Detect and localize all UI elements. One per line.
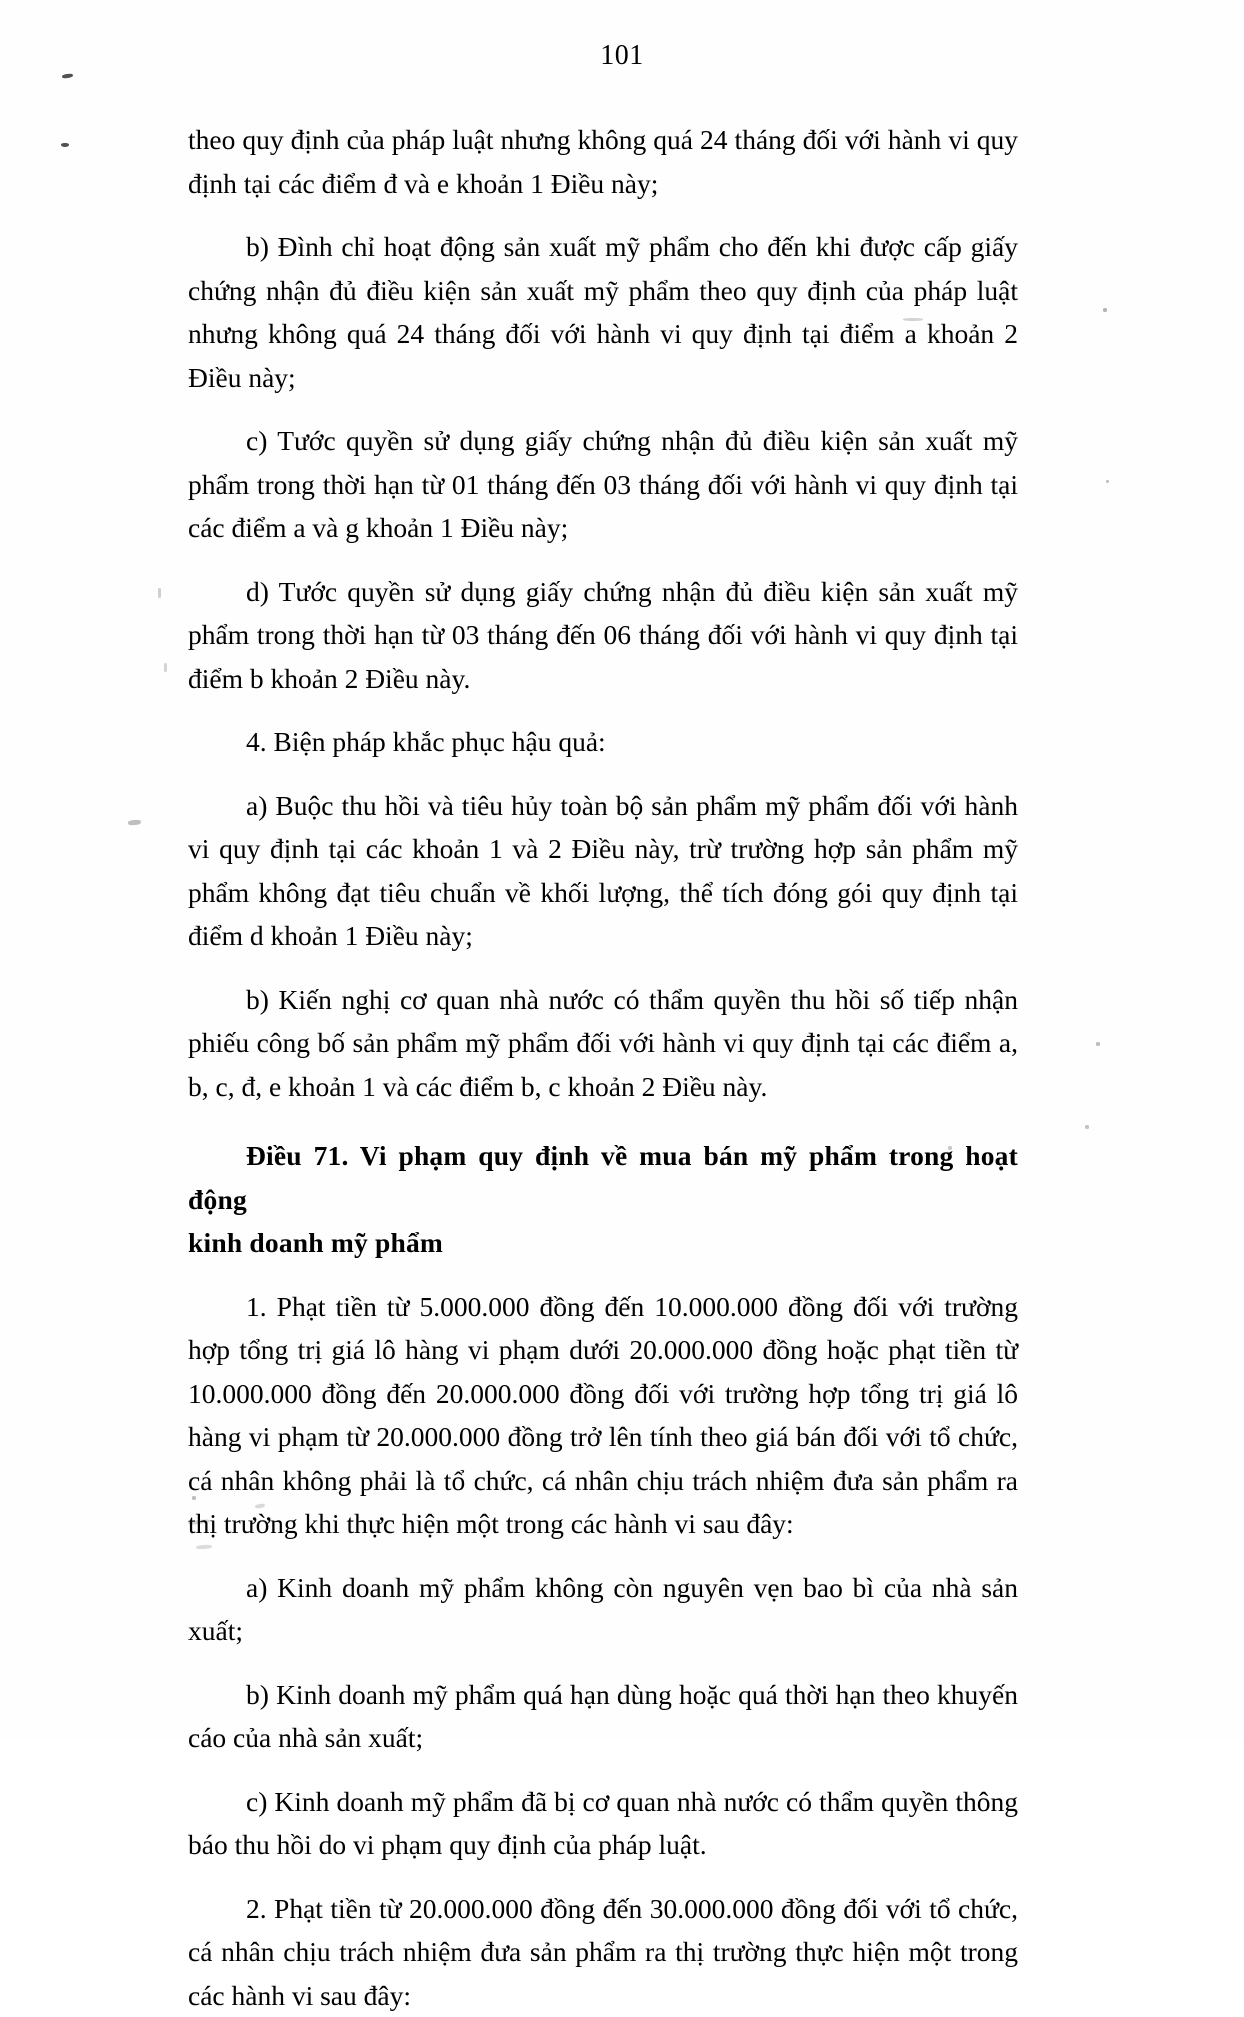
article-heading-line-1: Điều 71. Vi phạm quy định về mua bán mỹ phẩm trong hoạt động (188, 1134, 1018, 1221)
scan-artifact-mark (164, 663, 167, 672)
scan-artifact-mark (1106, 480, 1109, 483)
scan-artifact-mark (1103, 308, 1107, 312)
paragraph-71-1b: b) Kinh doanh mỹ phẩm quá hạn dùng hoặc quá thời hạn theo khuyến cáo của nhà sản xuất; (188, 1673, 1018, 1760)
page-number: 101 (0, 40, 1244, 72)
document-body (188, 118, 1018, 2017)
article-heading-line-2: kinh doanh mỹ phẩm (188, 1221, 1018, 1265)
paragraph-71-1a: a) Kinh doanh mỹ phẩm không còn nguyên vẹn bao bì của nhà sản xuất; (188, 1566, 1018, 1653)
paragraph-3d: d) Tước quyền sử dụng giấy chứng nhận đủ điều kiện sản xuất mỹ phẩm trong thời hạn từ 03 tháng đến 06 tháng đối với hành vi quy định tại điểm b khoản 2 Điều này. (188, 570, 1018, 701)
paragraph-4b: b) Kiến nghị cơ quan nhà nước có thẩm quyền thu hồi số tiếp nhận phiếu công bố sản phẩm mỹ phẩm đối với hành vi quy định tại các điểm a, b, c, đ, e khoản 1 và các điểm b, c khoản 2 Điều này. (188, 978, 1018, 1109)
paragraph-3c: c) Tước quyền sử dụng giấy chứng nhận đủ điều kiện sản xuất mỹ phẩm trong thời hạn từ 01 tháng đến 03 tháng đối với hành vi quy định tại các điểm a và g khoản 1 Điều này; (188, 419, 1018, 550)
scan-artifact-mark (1085, 1125, 1089, 1129)
paragraph-71-1: 1. Phạt tiền từ 5.000.000 đồng đến 10.000.000 đồng đối với trường hợp tổng trị giá lô hàng vi phạm dưới 20.000.000 đồng hoặc phạt tiền từ 10.000.000 đồng đến 20.000.000 đồng đối với trường hợp tổng trị giá lô hàng vi phạm từ 20.000.000 đồng trở lên tính theo giá bán đối với tổ chức, cá nhân không phải là tổ chức, cá nhân chịu trách nhiệm đưa sản phẩm ra thị trường khi thực hiện một trong các hành vi sau đây: (188, 1285, 1018, 1546)
paragraph-continued: theo quy định của pháp luật nhưng không quá 24 tháng đối với hành vi quy định tại các điểm đ và e khoản 1 Điều này; (188, 118, 1018, 205)
scan-artifact-mark (158, 588, 161, 598)
scan-artifact-mark (61, 143, 69, 147)
paragraph-3b: b) Đình chỉ hoạt động sản xuất mỹ phẩm cho đến khi được cấp giấy chứng nhận đủ điều kiện sản xuất mỹ phẩm theo quy định của pháp luật nhưng không quá 24 tháng đối với hành vi quy định tại điểm a khoản 2 Điều này; (188, 225, 1018, 399)
scan-artifact-mark (62, 73, 73, 78)
scan-artifact-mark (128, 819, 141, 825)
paragraph-71-2: 2. Phạt tiền từ 20.000.000 đồng đến 30.000.000 đồng đối với tổ chức, cá nhân chịu trách nhiệm đưa sản phẩm ra thị trường thực hiện một trong các hành vi sau đây: (188, 1887, 1018, 2017)
scan-artifact-mark (1096, 1042, 1100, 1046)
paragraph-71-1c: c) Kinh doanh mỹ phẩm đã bị cơ quan nhà nước có thẩm quyền thông báo thu hồi do vi phạm quy định của pháp luật. (188, 1780, 1018, 1867)
paragraph-clause-4: 4. Biện pháp khắc phục hậu quả: (188, 720, 1018, 764)
paragraph-4a: a) Buộc thu hồi và tiêu hủy toàn bộ sản phẩm mỹ phẩm đối với hành vi quy định tại các khoản 1 và 2 Điều này, trừ trường hợp sản phẩm mỹ phẩm không đạt tiêu chuẩn về khối lượng, thể tích đóng gói quy định tại điểm d khoản 1 Điều này; (188, 784, 1018, 958)
